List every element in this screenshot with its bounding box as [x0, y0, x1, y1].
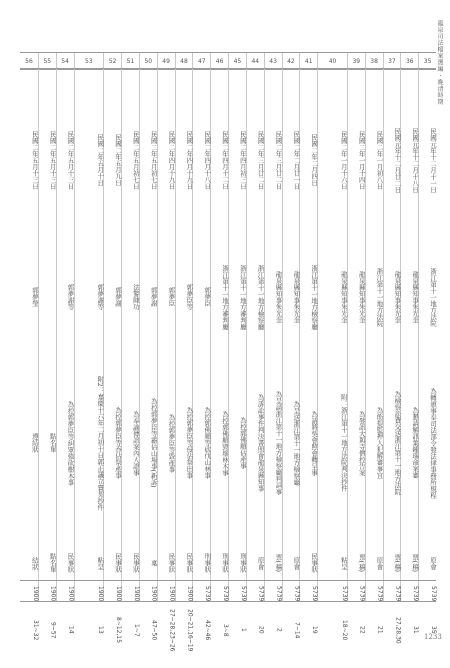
entry-sender: 浙江第十一地方審判廳: [221, 264, 230, 330]
entry-sender: 法警陳功: [131, 284, 140, 310]
entry-subject: 為呈送浙江第十一地方檢察廳: [292, 400, 301, 486]
ledger-column: [246, 53, 265, 634]
ledger-column: [38, 53, 57, 639]
entry-doc-type: 民事狀: [66, 553, 75, 573]
page-number: 1233: [424, 633, 442, 641]
entry-sender: 龍泉縣知事朱光奎: [292, 271, 301, 323]
entry-doc-type: 原會: [429, 556, 437, 570]
entry-fonds-number: 5739: [275, 586, 283, 602]
entry-subject: 為控郭佛順等砍伐山林事: [203, 407, 212, 479]
entry-page-range: 21: [376, 626, 384, 634]
entry-page-range: 22: [358, 626, 366, 634]
entry-fonds-number: 5739: [293, 586, 301, 602]
entry-subject: 為控郭佛順佔產事: [238, 417, 247, 469]
entry-number: 41: [300, 53, 317, 70]
entry-doc-type: 民事狀: [167, 553, 176, 573]
entry-number: 35: [419, 53, 436, 70]
entry-date: 民國二年三月廿二日: [256, 130, 265, 190]
ledger-column: [418, 53, 437, 634]
entry-sender: 郭夢臣: [203, 287, 212, 307]
ledger-column: [121, 53, 140, 637]
entry-number: 40: [318, 53, 347, 70]
entry-sender: 龍泉縣知事朱光奎: [411, 271, 420, 323]
entry-page-range: 47~50: [150, 619, 158, 641]
entry-doc-type: 刑事狀: [203, 553, 212, 573]
entry-date: 民國二年五月十日: [96, 134, 105, 186]
entry-number: 52: [104, 53, 121, 70]
ledger-column: [299, 53, 319, 634]
ledger-column: [20, 53, 39, 641]
entry-number: 39: [348, 53, 365, 70]
entry-subject: 為呈請浙江第十一地方檢察廳判詞事: [274, 391, 283, 495]
page-header: 龍泉司法檔案選編 · 晚清時期: [436, 20, 443, 106]
entry-doc-type: 刑事狀: [221, 553, 230, 573]
entry-number: 37: [384, 53, 401, 70]
entry-doc-type: 票(稿): [357, 553, 366, 573]
ledger-column: [210, 53, 230, 637]
entry-subject: 附2：嘉慶十六年二月初十日郭正議立賣契抄件: [96, 375, 105, 511]
entry-fonds-number: 5739: [311, 586, 319, 602]
entry-sender: 浙江第十一地方法院: [375, 267, 384, 327]
entry-date: 民國二年三月廿二日: [274, 130, 283, 190]
entry-subject: 為控郭夢臣等霸佔山場事(新訴): [149, 398, 158, 488]
entry-number: 43: [265, 53, 282, 70]
entry-fonds-number: 1900: [132, 586, 140, 602]
ledger-column: [157, 53, 176, 652]
entry-doc-type: 民事狀: [114, 553, 123, 573]
entry-date: 民國二年四月十二日: [221, 130, 230, 190]
entry-fonds-number: 5739: [430, 586, 437, 602]
entry-subject: 為奉諭傳訊案內人證事: [131, 410, 140, 476]
entry-page-range: 42~46: [204, 619, 212, 641]
entry-subject: 為訴訟事件判決書照會龍泉縣知事: [256, 394, 265, 492]
entry-page-range: 19: [311, 626, 319, 634]
entry-page-range: 31~32: [31, 619, 39, 641]
ledger-column: [228, 53, 247, 632]
ledger-column: [175, 53, 194, 652]
entry-number: 56: [20, 53, 38, 70]
entry-page-range: 2: [275, 628, 283, 632]
entry-sender: 郭夢謝等: [96, 284, 105, 310]
entry-page-range: 20~21,16~19: [186, 608, 194, 652]
ledger-column: [282, 53, 301, 639]
entry-date: 民國元年十二月廿二日: [393, 127, 402, 193]
entry-date: 民國二年四月十八日: [203, 130, 212, 190]
entry-page-range: 27~28,23~26: [168, 608, 176, 652]
entry-sender: 龍泉縣知事朱光奎: [274, 271, 283, 323]
entry-fonds-number: 1900: [186, 586, 194, 602]
entry-date: 民國二年五月初七日: [149, 130, 158, 190]
entry-fonds-number: 1900: [115, 586, 123, 602]
entry-date: 民國二年五月十三日: [48, 130, 57, 190]
entry-subject: 點名單: [48, 433, 57, 453]
entry-date: 民國二年二月廿一日: [292, 130, 301, 190]
ledger-column: [56, 53, 75, 634]
ledger-column: [383, 53, 402, 644]
entry-date: 民國二年一月十六日: [339, 130, 348, 190]
entry-subject: 為懇請解訊葉鍾瑞命案審: [411, 407, 420, 479]
entry-fonds-number: 1900: [97, 586, 105, 602]
entry-fonds-number: 5739: [340, 586, 348, 602]
entry-subject: 為飭提監押人犯解審事宜: [375, 407, 384, 479]
entry-date: 民國元年十二月十一日: [429, 127, 437, 193]
entry-number: 51: [122, 53, 139, 70]
entry-doc-type: 刑事狀: [238, 553, 247, 573]
entry-page-range: 18~20: [340, 619, 348, 641]
entry-subject: 為控郭夢臣等糾眾強砍樹木事: [66, 400, 75, 486]
entry-doc-type: 原會: [256, 556, 265, 570]
entry-date: 民國二年二月四日: [310, 134, 319, 186]
entry-doc-type: 票(稿): [411, 553, 420, 573]
entry-sender: 郭夢臣: [167, 287, 176, 307]
entry-sender: 浙江第十一地方檢察廳: [310, 264, 319, 330]
entry-fonds-number: 1900: [31, 586, 39, 602]
entry-number: 49: [158, 53, 175, 70]
entry-doc-type: 民事狀: [310, 553, 319, 573]
entry-fonds-number: 1900: [168, 586, 176, 602]
entry-date: 民國二年一月初八日: [375, 130, 384, 190]
entry-sender: 郭夢謝等: [66, 284, 75, 310]
entry-date: 民國二年四月初三日: [238, 130, 247, 190]
entry-date: 民國元年十二月十八日: [411, 127, 420, 193]
entry-number: 48: [176, 53, 193, 70]
entry-subject: 為請將吳會照會轉呈事: [310, 410, 319, 476]
entry-doc-type: 民事狀: [131, 553, 140, 573]
entry-fonds-number: 5739: [239, 586, 247, 602]
entry-subject: 為控郭夢臣等毀產事: [167, 413, 176, 473]
entry-doc-type: 原會: [292, 556, 301, 570]
entry-doc-type: 民事狀: [185, 553, 194, 573]
entry-fonds-number: 5739: [358, 586, 366, 602]
entry-fonds-number: 5739: [412, 586, 420, 602]
entry-date: 民國二年五月初七日: [131, 130, 140, 190]
entry-subject: 為控郭夢臣等侵佔祭田事: [185, 407, 194, 479]
entry-subject: 附：浙江第十一地方法院判決抄件: [339, 394, 348, 492]
entry-date: 民國二年五月九日: [114, 134, 123, 186]
entry-sender: 浙江第十一地方法院: [429, 267, 437, 327]
entry-date: 民國二年一月十四日: [357, 130, 366, 190]
entry-number: 54: [57, 53, 74, 70]
entry-sender: 浙江第十一地方審判廳: [238, 264, 247, 330]
entry-doc-type: 粘呈: [96, 556, 105, 570]
entry-number: 42: [283, 53, 300, 70]
entry-fonds-number: 1900: [49, 586, 57, 602]
entry-page-range: 31: [412, 626, 420, 634]
entry-sender: 郭夢臣等: [185, 284, 194, 310]
entry-subject: 為控郭佛順毀壞林木事: [221, 410, 230, 476]
entry-doc-type: 結狀: [30, 556, 39, 570]
entry-subject: 為轉頒事奉司法部令發法律事務所規程: [429, 387, 437, 499]
entry-date: 民國二年五月十三日: [66, 130, 75, 190]
entry-number: 36: [401, 53, 418, 70]
entry-doc-type: 票(稿): [393, 553, 402, 573]
entry-page-range: 1~7: [132, 623, 140, 637]
entry-date: 民國二年四月十九日: [167, 130, 176, 190]
entry-fonds-number: 5739: [204, 586, 212, 602]
entry-page-range: 20: [257, 626, 265, 634]
entry-sender: 龍泉縣知事朱光奎: [339, 271, 348, 323]
entry-sender: 浙江第十一地方檢察廳: [256, 264, 265, 330]
entry-number: 44: [247, 53, 264, 70]
entry-subject: 遵結狀: [30, 433, 39, 453]
entry-page-range: 1: [239, 628, 247, 632]
entry-number: 45: [229, 53, 246, 70]
entry-sender: 郭夢謝: [114, 287, 123, 307]
entry-fonds-number: 5739: [257, 586, 265, 602]
entry-number: 46: [211, 53, 228, 70]
ledger-column: [74, 53, 105, 634]
entry-fonds-number: 1900: [67, 586, 75, 602]
ledger-column: [264, 53, 283, 632]
entry-sender: [39, 253, 56, 341]
header-rule: [20, 68, 436, 69]
ledger-column: [103, 53, 123, 644]
ledger-column: [139, 53, 158, 641]
entry-subject: 為檢察訟費交送浙江第十一地方法院: [393, 391, 402, 495]
entry-page-range: 27,28,30: [394, 616, 402, 644]
entry-fonds-number: 5739: [222, 586, 230, 602]
entry-sender: 龍泉縣知事朱光奎: [393, 271, 402, 323]
ledger-column: [192, 53, 212, 641]
entry-doc-type: 票(稿): [274, 553, 283, 573]
ledger-column: [365, 53, 384, 634]
entry-sender: 郭夢謝: [149, 287, 158, 307]
entry-page-range: 7~14: [293, 621, 301, 639]
footer-rule: [20, 580, 436, 581]
entry-page-range: 8~12,15: [115, 616, 123, 644]
entry-number: 55: [39, 53, 56, 70]
entry-page-range: 14: [67, 626, 75, 634]
entry-page-range: 3~8: [222, 623, 230, 637]
entry-subject: 為控郭夢臣等吞佔祭產事: [114, 407, 123, 479]
entry-page-range: 9~57: [49, 621, 57, 639]
entry-sender: 郭夢瑩: [30, 287, 39, 307]
entry-subject: 為發訊大與寺僧控告案: [357, 410, 366, 476]
entry-doc-type: 點名單: [48, 553, 57, 573]
entry-date: 民國二年四月十九日: [185, 130, 194, 190]
entry-fonds-number: 5739: [394, 586, 402, 602]
entry-page-range: 35: [430, 626, 437, 634]
ledger-column: [347, 53, 366, 634]
entry-doc-type: 稟: [149, 559, 158, 567]
entry-doc-type: 原會: [375, 556, 384, 570]
entry-page-range: 13: [97, 626, 105, 634]
entry-sender: 龍泉縣知事朱光奎: [357, 271, 366, 323]
entry-date: 民國二年五月十三日: [30, 130, 39, 190]
ledger-column: [317, 53, 348, 641]
ledger-column: [400, 53, 420, 634]
entry-number: 47: [193, 53, 210, 70]
entry-doc-type: 粘呈: [339, 556, 348, 570]
entry-number: 53: [75, 53, 104, 70]
entry-number: 38: [366, 53, 383, 70]
entry-fonds-number: 5739: [376, 586, 384, 602]
entry-number: 50: [140, 53, 157, 70]
entry-fonds-number: 1900: [150, 586, 158, 602]
